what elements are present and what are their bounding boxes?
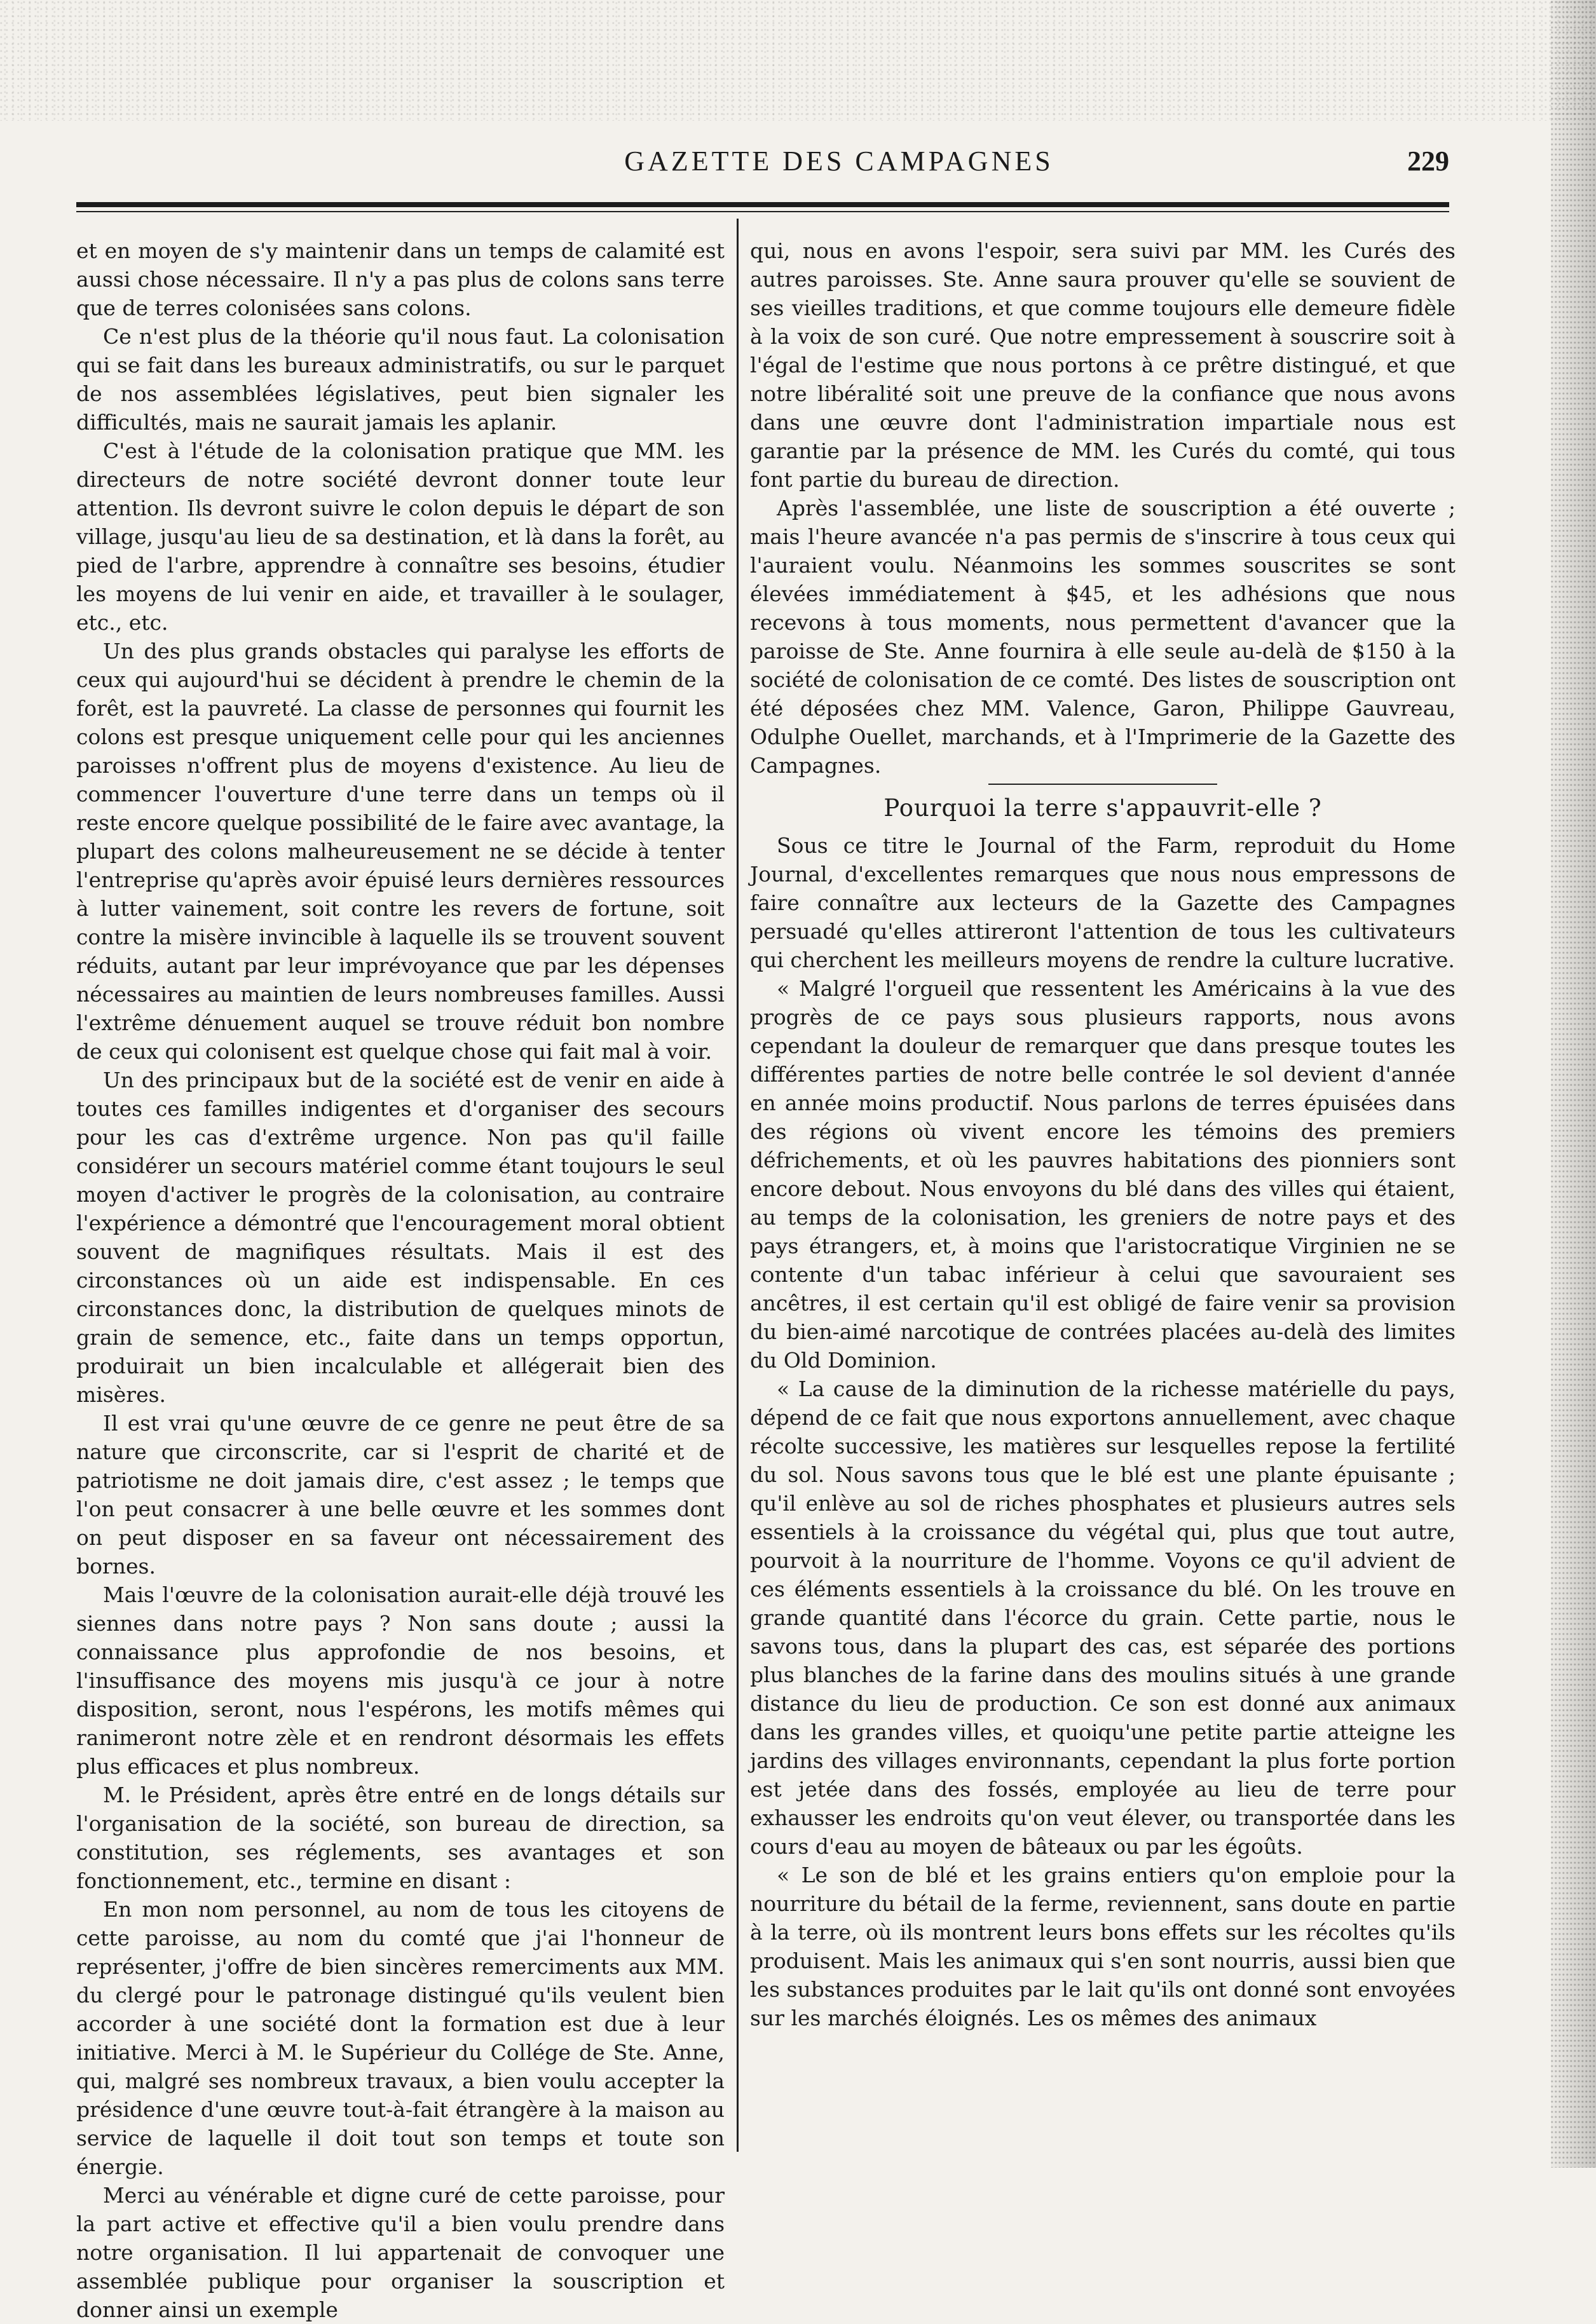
page-header <box>76 145 1449 189</box>
paragraph: Un des plus grands obstacles qui paralyse les efforts de ceux qui aujourd'hui se décident à prendre le chemin de la forêt, est la pauvreté. La classe de personnes qui fournit les colons est presque uniquement celle pour qui les anciennes paroisses n'offrent plus de moyens d'existence. Au lieu de commencer l'ouverture d'une terre dans un temps où il reste encore quelque possibilité de le faire avec avantage, la plupart des colons malheureusement ne se décide à tenter l'entreprise qu'après avoir épuisé leurs dernières ressources à lutter vainement, soit contre les revers de fortune, soit contre la misère invincible à laquelle ils se trouvent souvent réduits, autant par leur imprévoyance que par les dépenses nécessaires au maintien de leurs nombreuses familles. Aussi l'extrême dénuement auquel se trouve réduit bon nombre de ceux qui colonisent est quelque chose qui fait mal à voir. <box>76 639 725 1064</box>
section-separator-rule <box>988 784 1217 785</box>
section-heading: Pourquoi la terre s'appauvrit-elle ? <box>883 794 1322 822</box>
scan-noise-top <box>0 0 1596 121</box>
paragraph: Ce n'est plus de la théorie qu'il nous faut. La colonisation qui se fait dans les bureaux administratifs, ou sur le parquet de nos assemblées législatives, peut bien signaler les difficultés, mais ne saurait jamais les aplanir. <box>76 324 725 435</box>
paragraph: C'est à l'étude de la colonisation pratique que MM. les directeurs de notre société devront donner toute leur attention. Ils devront suivre le colon depuis le départ de son village, jusqu'au lieu de sa destination, et là dans la forêt, au pied de l'arbre, apprendre à connaître ses besoins, étudier les moyens de lui venir en aide, et travailler à le soulager, etc., etc. <box>76 438 725 635</box>
paragraph: « La cause de la diminution de la richesse matérielle du pays, dépend de ce fait que nous exportons annuellement, avec chaque récolte successive, les matières sur lesquelles repose la fertilité du sol. Nous savons tous que le blé est une plante épuisante ; qu'il enlève au sol de riches phosphates et plusieurs autres sels essentiels à la croissance du végétal qui, plus que tout autre, pourvoit à la nourriture de l'homme. Voyons ce qu'il advient de ces éléments essentiels à la croissance du blé. On les trouve en grande quantité dans l'écorce du grain. Cette partie, nous le savons tous, dans la plupart des cas, est séparée des portions plus blanches de la farine dans des moulins situés à une grande distance du lieu de production. Ce son est donné aux animaux dans les grandes villes, et quoiqu'une petite partie atteigne les jardins des villages environnants, cependant la plus forte portion est jetée dans des fossés, employée au lieu de terre pour exhausser les endroits qu'on veut élever, ou transportée dans les cours d'eau au moyen de bâteaux ou par les égoûts. <box>750 1376 1456 1859</box>
paragraph: Il est vrai qu'une œuvre de ce genre ne peut être de sa nature que circonscrite, car si l'esprit de charité et de patriotisme ne doit jamais dire, c'est assez ; le temps que l'on peut consacrer à une belle œuvre et les sommes dont on peut disposer en sa faveur ont nécessairement des bornes. <box>76 1411 725 1579</box>
paragraph: Un des principaux but de la société est de venir en aide à toutes ces familles indigentes et d'organiser des secours pour les cas d'extrême urgence. Non pas qu'il faille considérer un secours matériel comme étant toujours le seul moyen d'activer le progrès de la colonisation, au contraire l'expérience a démontré que l'encouragement moral obtient souvent de magnifiques résultats. Mais il est des circonstances où un aide est indispensable. En ces circonstances donc, la distribution de quelques minots de grain de semence, etc., faite dans un temps opportun, produirait un bien incalculable et allégerait bien des misères. <box>76 1068 725 1407</box>
paragraph: Mais l'œuvre de la colonisation aurait-elle déjà trouvé les siennes dans notre pays ? Non sans doute ; aussi la connaissance plus approfondie de nos besoins, et l'insuffisance des moyens mis jusqu'à ce jour à notre disposition, seront, nous l'espérons, les motifs mêmes qui ranimeront notre zèle et en rendront désormais les effets plus efficaces et plus nombreux. <box>76 1582 725 1779</box>
header-rule-thin <box>76 211 1449 212</box>
header-rule-thick <box>76 202 1449 207</box>
paragraph: qui, nous en avons l'espoir, sera suivi par MM. les Curés des autres paroisses. Ste. Anne saura prouver qu'elle se souvient de ses vieilles traditions, et que comme toujours elle demeure fidèle à la voix de son curé. Que notre empressement à souscrire soit à l'égal de l'estime que nous portons à ce prêtre distingué, et que notre libéralité soit une preuve de la confiance que nous avons dans une œuvre dont l'administration impartiale nous est garantie par la présence de MM. les Curés du comté, qui tous font partie du bureau de direction. <box>750 238 1456 492</box>
column-divider <box>737 219 739 2152</box>
paragraph: M. le Président, après être entré en de longs détails sur l'organisation de la société, son bureau de direction, sa constitution, ses réglements, ses avantages et son fonctionnement, etc., termine en disant : <box>76 1783 725 1893</box>
right-column <box>750 236 1456 2149</box>
paragraph: Après l'assemblée, une liste de souscription a été ouverte ; mais l'heure avancée n'a pas permis de s'inscrire à tous ceux qui l'auraient voulu. Néanmoins les sommes souscrites se sont élevées immédiatement à $45, et les adhésions que nous recevons à tous moments, nous permettent d'avancer que la paroisse de Ste. Anne fournira à elle seule au-delà de $150 à la société de colonisation de ce comté. Des listes de souscription ont été déposées chez MM. Valence, Garon, Philippe Gauvreau, Odulphe Ouellet, marchands, et à l'Imprimerie de la Gazette des Campagnes. <box>750 496 1456 778</box>
paragraph: En mon nom personnel, au nom de tous les citoyens de cette paroisse, au nom du comté que j'ai l'honneur de représenter, j'offre de bien sincères remerciments aux MM. du clergé pour le patronage distingué qu'ils veulent bien accorder à une société dont la formation est due à leur initiative. Merci à M. le Supérieur du Collége de Ste. Anne, qui, malgré ses nombreux travaux, a bien voulu accepter la présidence d'une œuvre tout-à-fait étrangère à la maison au service de laquelle il doit tout son temps et toute son énergie. <box>76 1897 725 2179</box>
paragraph: « Le son de blé et les grains entiers qu'on emploie pour la nourriture du bétail de la ferme, reviennent, sans doute en partie à la terre, où ils montrent leurs bons effets sur les récoltes qu'ils produisent. Mais les animaux qui s'en sont nourris, aussi bien que les substances produites par le lait qu'ils ont donné sont envoyées sur les marchés éloignés. Les os mêmes des animaux <box>750 1863 1456 2030</box>
left-column <box>76 236 725 2322</box>
paragraph: Merci au vénérable et digne curé de cette paroisse, pour la part active et effective qu'il a bien voulu prendre dans notre organisation. Il lui appartenait de convoquer une assemblée publique pour organiser la souscription et donner ainsi un exemple <box>76 2183 725 2322</box>
paragraph: « Malgré l'orgueil que ressentent les Américains à la vue des progrès de ce pays sous plusieurs rapports, nous avons cependant la douleur de remarquer que dans presque toutes les différentes parties de notre belle contrée le sol devient d'année en année moins productif. Nous parlons de terres épuisées dans des régions où vivent encore les témoins des premiers défrichements, et où les pauvres habitations des pionniers sont encore debout. Nous envoyons du blé dans des villes qui étaient, au temps de la colonisation, les greniers de notre pays et des pays étrangers, et, à moins que l'aristocratique Virginien ne se contente d'un tabac inférieur à celui que savouraient ses ancêtres, il est certain qu'il est obligé de faire venir sa provision du bien-aimé narcotique de contrées placées au-delà des limites du Old Dominion. <box>750 976 1456 1373</box>
running-title: GAZETTE DES CAMPAGNES <box>624 146 1054 177</box>
scan-noise-right-edge <box>1551 0 1596 2168</box>
paragraph: Sous ce titre le Journal of the Farm, reproduit du Home Journal, d'excellentes remarques que nous nous empressons de faire connaître aux lecteurs de la Gazette des Campagnes persuadé qu'elles attireront l'attention de tous les cultivateurs qui cherchent les meilleurs moyens de rendre la culture lucrative. <box>750 833 1456 972</box>
paragraph: et en moyen de s'y maintenir dans un temps de calamité est aussi chose nécessaire. Il n'y a pas plus de colons sans terre que de terres colonisées sans colons. <box>76 238 725 320</box>
page-number: 229 <box>1407 146 1449 177</box>
